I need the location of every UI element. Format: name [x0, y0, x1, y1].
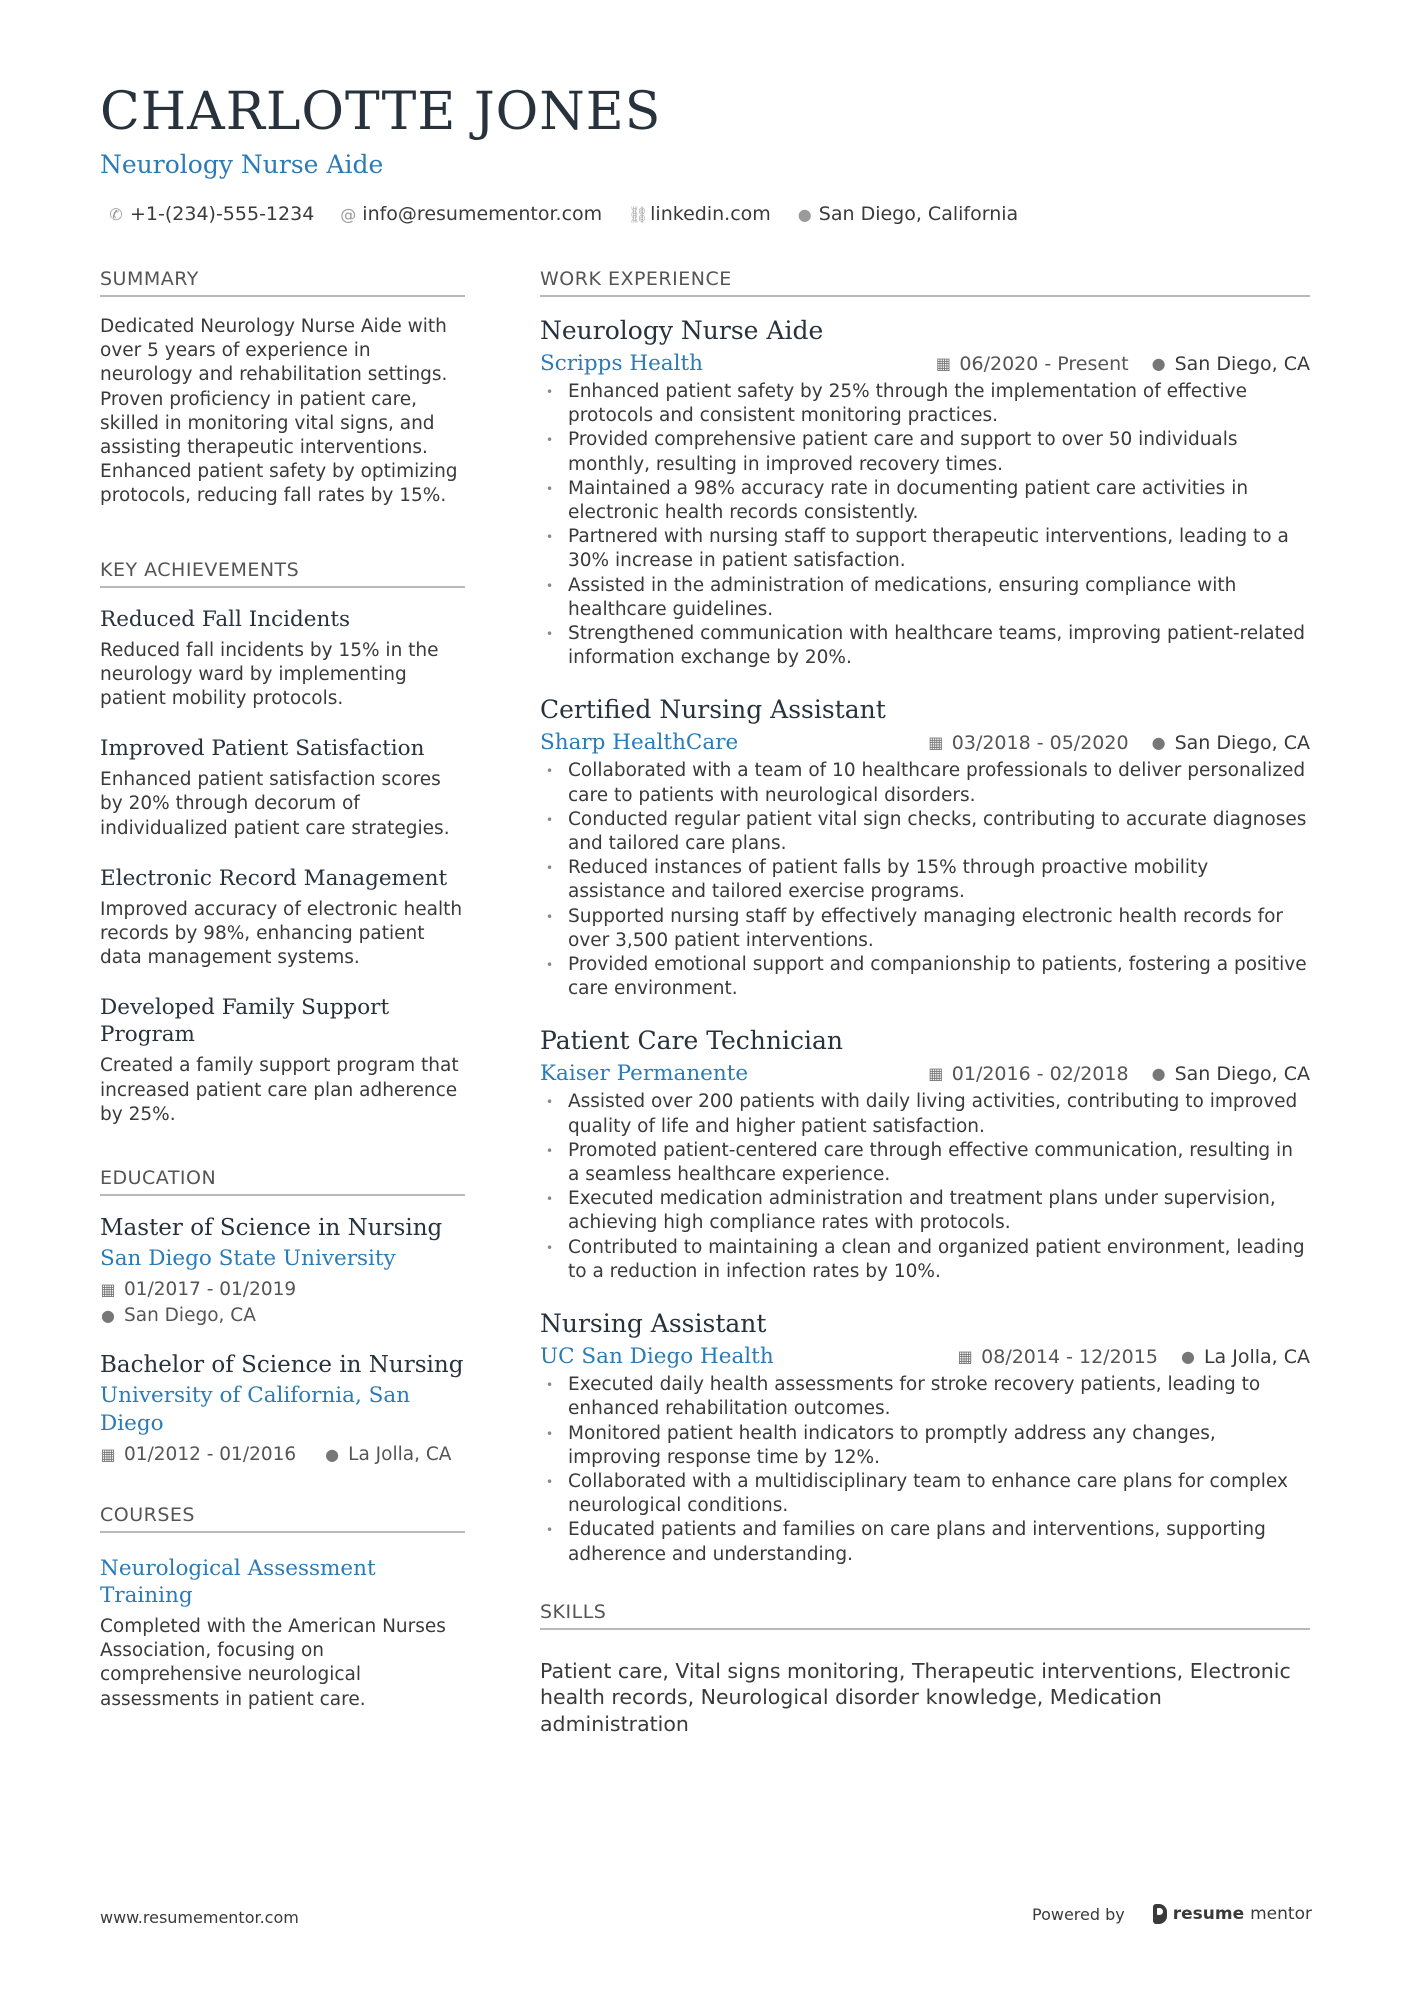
powered-by-label: Powered by	[1032, 1904, 1125, 1924]
calendar-icon: ▦	[100, 1445, 116, 1465]
job-location-text: La Jolla, CA	[1203, 1345, 1310, 1368]
location-icon: ●	[101, 1306, 115, 1326]
left-column	[100, 268, 465, 1712]
job-bullet: • Educated patients and families on care plans and interventions, supporting adherence and understanding.	[540, 1518, 1310, 1566]
contact-linkedin[interactable]	[628, 203, 771, 225]
job-bullets	[540, 1090, 1310, 1284]
location-text: San Diego, California	[818, 203, 1019, 225]
summary-text: Dedicated Neurology Nurse Aide with over 5 years of experience in neurology and rehabilitation settings. Proven proficiency in patient care, skilled in monitoring vital signs, and assisting therapeutic interventions. Enhanced patient safety by optimizing protocols, reducing fall rates by 15%.	[100, 316, 458, 507]
education-degree: Bachelor of Science in Nursing	[100, 1352, 464, 1379]
job-bullet: • Provided emotional support and companionship to patients, fostering a positive care environment.	[540, 953, 1310, 1001]
job-bullet: • Collaborated with a team of 10 healthcare professionals to deliver personalized care to patients with neurological disorders.	[540, 759, 1310, 807]
job-company: Kaiser Permanente	[540, 1061, 749, 1087]
job-bullet: • Executed medication administration and treatment plans under supervision, achieving high compliance rates with protocols.	[540, 1187, 1310, 1235]
job-meta	[957, 1346, 1310, 1368]
education-location-text: La Jolla, CA	[348, 1444, 452, 1466]
contact-email[interactable]	[340, 203, 602, 225]
job-location	[1151, 732, 1310, 754]
powered-by	[1032, 1904, 1312, 1924]
job-bullet: • Supported nursing staff by effectively managing electronic health records for over 3,500 patient interventions.	[540, 905, 1310, 953]
job-header-row	[540, 730, 1310, 755]
job-item	[540, 1308, 1310, 1567]
education-school: University of California, San Diego	[100, 1383, 411, 1437]
job-bullet: • Enhanced patient safety by 25% through the implementation of effective protocols and consistent monitoring practices.	[540, 380, 1310, 428]
achievement-desc: Created a family support program that increased patient care plan adherence by 25%.	[100, 1055, 459, 1125]
achievement-item	[100, 606, 465, 712]
calendar-icon: ▦	[928, 733, 944, 753]
location-icon: ●	[1180, 1347, 1195, 1367]
job-item	[540, 694, 1310, 1001]
summary-heading: SUMMARY	[100, 268, 465, 297]
brand-name-part2: mentor	[1250, 1904, 1312, 1924]
job-bullet: • Executed daily health assessments for stroke recovery patients, leading to enhanced rehabilitation outcomes.	[540, 1373, 1310, 1421]
phone-icon: ✆	[109, 204, 123, 224]
job-date-text: 08/2014 - 12/2015	[981, 1345, 1158, 1368]
job-date	[928, 732, 1129, 754]
right-column	[540, 268, 1310, 1737]
education-date-text: 01/2017 - 01/2019	[124, 1279, 297, 1301]
education-item	[100, 1351, 465, 1468]
education-item	[100, 1214, 465, 1329]
job-date-text: 06/2020 - Present	[959, 352, 1129, 375]
job-location	[1151, 353, 1310, 375]
achievements-heading: KEY ACHIEVEMENTS	[100, 559, 465, 588]
job-date	[957, 1346, 1158, 1368]
achievements-list	[100, 606, 465, 1127]
job-title: Patient Care Technician	[540, 1026, 843, 1056]
brand-mark-icon	[1153, 1904, 1167, 1924]
education-location	[100, 1303, 465, 1329]
job-date-text: 03/2018 - 05/2020	[951, 731, 1129, 754]
calendar-icon: ▦	[928, 1064, 944, 1084]
job-meta	[928, 732, 1310, 754]
candidate-name: CHARLOTTE JONES	[100, 82, 662, 142]
job-title: Neurology Nurse Aide	[540, 316, 824, 345]
achievement-desc: Enhanced patient satisfaction scores by 20% through decorum of individualized patient care strategies.	[100, 769, 450, 839]
location-icon: ●	[1151, 1064, 1166, 1084]
job-location	[1180, 1346, 1310, 1368]
calendar-icon: ▦	[935, 354, 951, 373]
education-degree: Master of Science in Nursing	[100, 1215, 443, 1242]
job-bullet: • Conducted regular patient vital sign checks, contributing to accurate diagnoses and tailored care plans.	[540, 808, 1310, 856]
job-date	[928, 1063, 1129, 1085]
location-icon: ●	[325, 1445, 340, 1465]
job-bullets	[540, 1373, 1310, 1567]
courses-heading: COURSES	[100, 1504, 465, 1533]
job-header-row	[540, 351, 1310, 376]
course-item	[100, 1555, 465, 1712]
job-date-text: 01/2016 - 02/2018	[951, 1062, 1129, 1085]
achievement-title: Reduced Fall Incidents	[100, 606, 351, 632]
contact-location	[797, 203, 1018, 225]
job-bullet: • Maintained a 98% accuracy rate in documenting patient care activities in electronic health records consistently.	[540, 477, 1310, 525]
course-desc: Completed with the American Nurses Association, focusing on comprehensive neurological assessments in patient care.	[100, 1616, 446, 1710]
job-location-text: San Diego, CA	[1174, 731, 1310, 754]
location-icon: ●	[1151, 354, 1166, 373]
calendar-icon: ▦	[100, 1280, 116, 1300]
job-meta	[928, 1063, 1310, 1085]
job-bullet: • Monitored patient health indicators to promptly address any changes, improving response time by 12%.	[540, 1422, 1310, 1470]
job-title: Certified Nursing Assistant	[540, 695, 886, 725]
job-bullet: • Collaborated with a multidisciplinary team to enhance care plans for complex neurological conditions.	[540, 1470, 1310, 1518]
job-header-row	[540, 1061, 1310, 1086]
brand-name-part1: resume	[1172, 1904, 1245, 1924]
job-date	[935, 353, 1128, 375]
job-bullets	[540, 759, 1310, 1001]
job-bullet: • Provided comprehensive patient care and support to over 50 individuals monthly, resulting in improved recovery times.	[540, 428, 1310, 476]
job-company: UC San Diego Health	[540, 1344, 774, 1370]
location-icon: ●	[1151, 733, 1166, 753]
job-location-text: San Diego, CA	[1174, 352, 1310, 375]
education-meta	[100, 1277, 465, 1329]
achievement-item	[100, 865, 465, 971]
education-school: San Diego State University	[100, 1246, 396, 1272]
job-bullet: • Strengthened communication with healthcare teams, improving patient-related information exchange by 20%.	[540, 622, 1310, 670]
job-bullet: • Assisted over 200 patients with daily living activities, contributing to improved quality of life and higher patient satisfaction.	[540, 1090, 1310, 1138]
candidate-title: Neurology Nurse Aide	[100, 150, 384, 179]
skills-text: Patient care, Vital signs monitoring, Therapeutic interventions, Electronic health records, Neurological disorder knowledge, Medication administration	[540, 1658, 1291, 1736]
job-bullet: • Contributed to maintaining a clean and organized patient environment, leading to a reduction in infection rates by 10%.	[540, 1236, 1310, 1284]
course-title: Neurological Assessment Training	[100, 1556, 376, 1609]
email-text: info@resumementor.com	[362, 203, 603, 225]
achievement-desc: Reduced fall incidents by 15% in the neurology ward by implementing patient mobility protocols.	[100, 639, 439, 710]
experience-heading: WORK EXPERIENCE	[540, 268, 1310, 297]
job-header-row	[540, 1344, 1310, 1369]
linkedin-text: linkedin.com	[650, 203, 771, 225]
education-location	[324, 1442, 451, 1468]
location-icon: ●	[797, 204, 812, 224]
job-bullet: • Assisted in the administration of medications, ensuring compliance with healthcare guidelines.	[540, 574, 1310, 622]
job-item	[540, 1025, 1310, 1284]
job-bullet: • Reduced instances of patient falls by 15% through proactive mobility assistance and tailored exercise programs.	[540, 856, 1310, 904]
contact-bar	[108, 200, 1018, 228]
contact-phone[interactable]	[108, 203, 314, 225]
education-location-text: San Diego, CA	[124, 1305, 256, 1327]
link-icon: ⛓	[628, 204, 649, 224]
achievement-title: Developed Family Support Program	[100, 995, 390, 1048]
job-location	[1151, 1063, 1310, 1085]
job-location-text: San Diego, CA	[1174, 1062, 1310, 1085]
job-company: Sharp HealthCare	[540, 730, 739, 756]
education-heading: EDUCATION	[100, 1167, 465, 1196]
job-bullets	[540, 380, 1310, 670]
brand-logo[interactable]	[1153, 1904, 1312, 1924]
achievement-title: Electronic Record Management	[100, 865, 448, 891]
achievement-item	[100, 994, 465, 1127]
footer-url[interactable]: www.resumementor.com	[100, 1908, 299, 1927]
achievement-title: Improved Patient Satisfaction	[100, 736, 425, 762]
phone-text: +1-(234)-555-1234	[130, 203, 315, 225]
education-list	[100, 1214, 465, 1468]
job-item	[540, 315, 1310, 670]
calendar-icon: ▦	[957, 1347, 973, 1367]
job-title: Nursing Assistant	[540, 1309, 767, 1339]
at-icon: @	[340, 204, 357, 224]
achievement-item	[100, 735, 465, 841]
education-date	[100, 1277, 465, 1303]
education-date	[100, 1442, 296, 1468]
education-date-text: 01/2012 - 01/2016	[124, 1444, 297, 1466]
skills-section	[540, 1601, 1310, 1738]
job-meta	[935, 353, 1310, 375]
education-meta	[100, 1442, 465, 1468]
achievement-desc: Improved accuracy of electronic health records by 98%, enhancing patient data management systems.	[100, 898, 463, 969]
job-company: Scripps Health	[540, 351, 703, 376]
skills-heading: SKILLS	[540, 1601, 1310, 1630]
job-bullet: • Partnered with nursing staff to support therapeutic interventions, leading to a 30% increase in patient satisfaction.	[540, 525, 1310, 573]
job-bullet: • Promoted patient-centered care through effective communication, resulting in a seamless healthcare experience.	[540, 1139, 1310, 1187]
